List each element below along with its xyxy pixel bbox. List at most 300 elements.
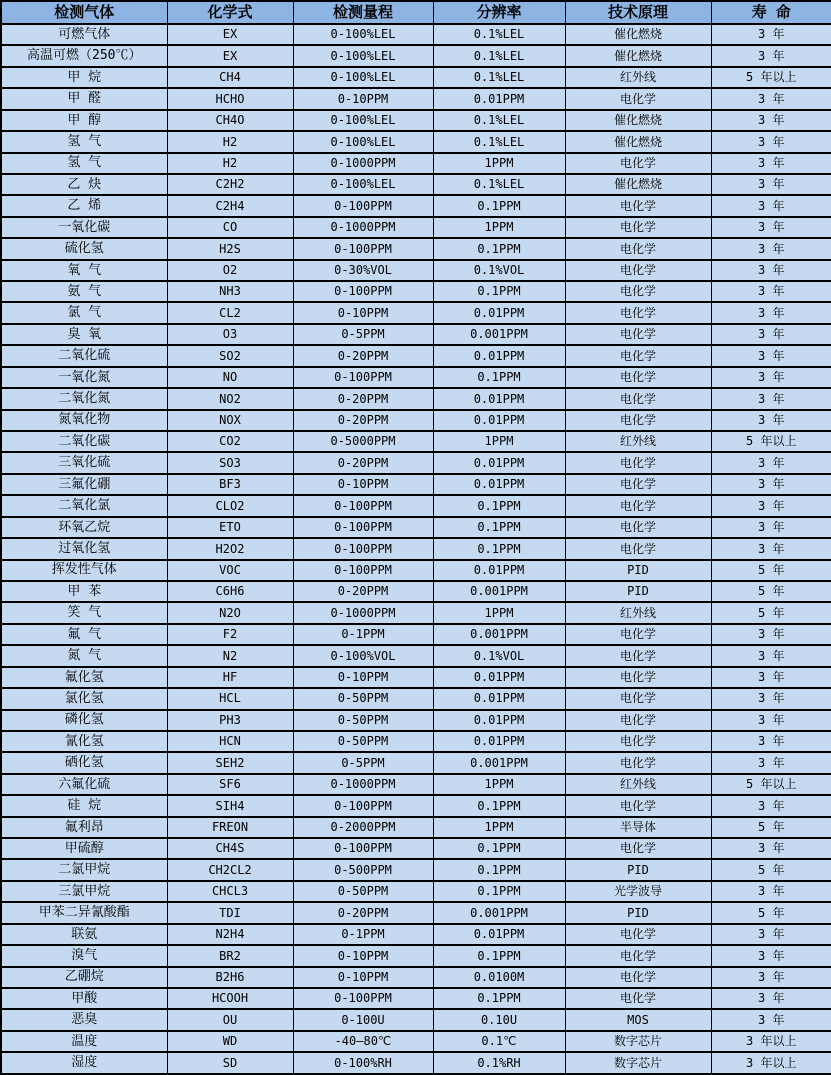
lifespan-cell: 3 年 [711,174,831,195]
gas-name-cell: 二氧化碳 [1,431,167,452]
resolution-cell: 0.1%LEL [433,67,565,88]
resolution-cell: 0.001PPM [433,581,565,602]
detection-range-cell: 0-100%RH [293,1052,433,1074]
chemical-formula-cell: C6H6 [167,581,293,602]
detection-range-cell: 0-1PPM [293,624,433,645]
table-row [1,410,831,431]
chemical-formula-cell: HCHO [167,88,293,109]
resolution-cell: 0.01PPM [433,667,565,688]
lifespan-cell: 3 年 [711,345,831,366]
table-row [1,174,831,195]
gas-name-cell: 三氟化硼 [1,474,167,495]
gas-name-cell: 三氧化硫 [1,452,167,473]
lifespan-cell: 3 年 [711,452,831,473]
technology-principle-cell: 红外线 [565,602,711,623]
resolution-cell: 1PPM [433,602,565,623]
lifespan-cell: 5 年 [711,859,831,880]
chemical-formula-cell: EX [167,24,293,45]
table-row [1,988,831,1009]
resolution-cell: 0.01PPM [433,388,565,409]
technology-principle-cell: 电化学 [565,260,711,281]
column-header-gas-name: 检测气体 [1,1,167,24]
detection-range-cell: 0-100PPM [293,560,433,581]
gas-name-cell: 甲酸 [1,988,167,1009]
table-row [1,902,831,923]
detection-range-cell: 0-1000PPM [293,217,433,238]
technology-principle-cell: 电化学 [565,410,711,431]
gas-name-cell: 一氧化氮 [1,367,167,388]
resolution-cell: 0.1%LEL [433,45,565,66]
detection-range-cell: 0-100%LEL [293,45,433,66]
chemical-formula-cell: C2H2 [167,174,293,195]
technology-principle-cell: 电化学 [565,967,711,988]
chemical-formula-cell: HCN [167,731,293,752]
detection-range-cell: 0-50PPM [293,710,433,731]
chemical-formula-cell: N2 [167,645,293,666]
technology-principle-cell: 数字芯片 [565,1052,711,1074]
gas-name-cell: 六氟化硫 [1,774,167,795]
technology-principle-cell: 红外线 [565,67,711,88]
resolution-cell: 0.01PPM [433,710,565,731]
table-row [1,217,831,238]
gas-name-cell: 氧 气 [1,260,167,281]
technology-principle-cell: 电化学 [565,710,711,731]
technology-principle-cell: 电化学 [565,345,711,366]
resolution-cell: 1PPM [433,217,565,238]
chemical-formula-cell: H2 [167,131,293,152]
lifespan-cell: 3 年以上 [711,1031,831,1052]
chemical-formula-cell: H2O2 [167,538,293,559]
resolution-cell: 0.001PPM [433,752,565,773]
table-row [1,302,831,323]
gas-name-cell: 二氧化硫 [1,345,167,366]
resolution-cell: 0.1%VOL [433,645,565,666]
chemical-formula-cell: CO [167,217,293,238]
detection-range-cell: 0-100PPM [293,517,433,538]
resolution-cell: 0.01PPM [433,560,565,581]
gas-name-cell: 乙 炔 [1,174,167,195]
table-row [1,260,831,281]
lifespan-cell: 3 年 [711,881,831,902]
lifespan-cell: 3 年 [711,238,831,259]
detection-range-cell: 0-100PPM [293,838,433,859]
technology-principle-cell: 电化学 [565,731,711,752]
gas-name-cell: 氮 气 [1,645,167,666]
gas-name-cell: 乙硼烷 [1,967,167,988]
resolution-cell: 0.1%VOL [433,260,565,281]
gas-name-cell: 一氧化碳 [1,217,167,238]
lifespan-cell: 3 年以上 [711,1052,831,1074]
chemical-formula-cell: NOX [167,410,293,431]
detection-range-cell: 0-100%LEL [293,174,433,195]
gas-name-cell: 甲 烷 [1,67,167,88]
detection-range-cell: 0-1000PPM [293,602,433,623]
lifespan-cell: 5 年 [711,602,831,623]
resolution-cell: 0.01PPM [433,345,565,366]
lifespan-cell: 3 年 [711,410,831,431]
technology-principle-cell: 电化学 [565,367,711,388]
resolution-cell: 0.1PPM [433,281,565,302]
detection-range-cell: 0-500PPM [293,859,433,880]
table-head [1,1,831,24]
chemical-formula-cell: SEH2 [167,752,293,773]
lifespan-cell: 3 年 [711,388,831,409]
technology-principle-cell: 电化学 [565,281,711,302]
detection-range-cell: 0-100%LEL [293,24,433,45]
resolution-cell: 0.1%LEL [433,24,565,45]
technology-principle-cell: 电化学 [565,624,711,645]
technology-principle-cell: 催化燃烧 [565,131,711,152]
table-row [1,195,831,216]
gas-name-cell: 氯 气 [1,302,167,323]
resolution-cell: 0.001PPM [433,624,565,645]
gas-name-cell: 氢 气 [1,131,167,152]
technology-principle-cell: 电化学 [565,474,711,495]
chemical-formula-cell: CH4S [167,838,293,859]
gas-name-cell: 臭 氧 [1,324,167,345]
chemical-formula-cell: F2 [167,624,293,645]
chemical-formula-cell: SD [167,1052,293,1074]
technology-principle-cell: 电化学 [565,88,711,109]
table-row [1,131,831,152]
gas-name-cell: 氢 气 [1,153,167,174]
technology-principle-cell: 电化学 [565,388,711,409]
lifespan-cell: 5 年 [711,581,831,602]
chemical-formula-cell: WD [167,1031,293,1052]
gas-name-cell: 氰化氢 [1,731,167,752]
detection-range-cell: 0-100PPM [293,281,433,302]
chemical-formula-cell: HF [167,667,293,688]
resolution-cell: 0.1PPM [433,495,565,516]
gas-name-cell: 温度 [1,1031,167,1052]
detection-range-cell: 0-5PPM [293,752,433,773]
gas-name-cell: 挥发性气体 [1,560,167,581]
chemical-formula-cell: HCL [167,688,293,709]
technology-principle-cell: PID [565,859,711,880]
lifespan-cell: 3 年 [711,838,831,859]
chemical-formula-cell: NO [167,367,293,388]
technology-principle-cell: 电化学 [565,924,711,945]
lifespan-cell: 3 年 [711,731,831,752]
lifespan-cell: 3 年 [711,945,831,966]
detection-range-cell: 0-100PPM [293,795,433,816]
technology-principle-cell: 电化学 [565,517,711,538]
gas-name-cell: 硅 烷 [1,795,167,816]
table-row [1,367,831,388]
lifespan-cell: 3 年 [711,495,831,516]
lifespan-cell: 5 年以上 [711,431,831,452]
detection-range-cell: 0-1000PPM [293,153,433,174]
chemical-formula-cell: FREON [167,817,293,838]
technology-principle-cell: 红外线 [565,431,711,452]
chemical-formula-cell: N2O [167,602,293,623]
chemical-formula-cell: B2H6 [167,967,293,988]
resolution-cell: 0.1℃ [433,1031,565,1052]
table-row [1,924,831,945]
technology-principle-cell: 催化燃烧 [565,174,711,195]
detection-range-cell: 0-20PPM [293,452,433,473]
lifespan-cell: 3 年 [711,474,831,495]
detection-range-cell: 0-20PPM [293,388,433,409]
chemical-formula-cell: SF6 [167,774,293,795]
table-row [1,1052,831,1074]
technology-principle-cell: 电化学 [565,988,711,1009]
lifespan-cell: 3 年 [711,645,831,666]
lifespan-cell: 3 年 [711,367,831,388]
technology-principle-cell: PID [565,581,711,602]
chemical-formula-cell: NH3 [167,281,293,302]
chemical-formula-cell: CH4O [167,110,293,131]
technology-principle-cell: 电化学 [565,538,711,559]
detection-range-cell: 0-100%VOL [293,645,433,666]
table-row [1,560,831,581]
lifespan-cell: 3 年 [711,924,831,945]
table-row [1,710,831,731]
header-row [1,1,831,24]
resolution-cell: 0.1%LEL [433,110,565,131]
detection-range-cell: 0-100PPM [293,988,433,1009]
gas-name-cell: 氨 气 [1,281,167,302]
gas-name-cell: 高温可燃（250℃） [1,45,167,66]
gas-name-cell: 甲 醇 [1,110,167,131]
table-row [1,431,831,452]
lifespan-cell: 3 年 [711,710,831,731]
detection-range-cell: 0-100U [293,1009,433,1030]
detection-range-cell: 0-5PPM [293,324,433,345]
table-row [1,1009,831,1030]
resolution-cell: 0.1PPM [433,517,565,538]
resolution-cell: 0.01PPM [433,410,565,431]
technology-principle-cell: 电化学 [565,452,711,473]
technology-principle-cell: 催化燃烧 [565,24,711,45]
resolution-cell: 0.01PPM [433,688,565,709]
resolution-cell: 0.1PPM [433,881,565,902]
detection-range-cell: 0-10PPM [293,302,433,323]
resolution-cell: 0.1PPM [433,988,565,1009]
gas-name-cell: 恶臭 [1,1009,167,1030]
detection-range-cell: 0-30%VOL [293,260,433,281]
resolution-cell: 0.1%LEL [433,174,565,195]
chemical-formula-cell: CL2 [167,302,293,323]
table-row [1,153,831,174]
gas-name-cell: 可燃气体 [1,24,167,45]
gas-name-cell: 甲 苯 [1,581,167,602]
table-row [1,324,831,345]
column-header-chemical-formula: 化学式 [167,1,293,24]
gas-name-cell: 溴气 [1,945,167,966]
resolution-cell: 0.01PPM [433,302,565,323]
technology-principle-cell: 电化学 [565,195,711,216]
chemical-formula-cell: CH2CL2 [167,859,293,880]
resolution-cell: 0.01PPM [433,924,565,945]
lifespan-cell: 5 年以上 [711,67,831,88]
chemical-formula-cell: C2H4 [167,195,293,216]
detection-range-cell: 0-100PPM [293,195,433,216]
detection-range-cell: 0-10PPM [293,474,433,495]
gas-name-cell: 二氧化氯 [1,495,167,516]
gas-name-cell: 甲 醛 [1,88,167,109]
chemical-formula-cell: OU [167,1009,293,1030]
detection-range-cell: 0-2000PPM [293,817,433,838]
table-row [1,88,831,109]
table-row [1,838,831,859]
chemical-formula-cell: TDI [167,902,293,923]
table-row [1,817,831,838]
table-row [1,645,831,666]
resolution-cell: 0.01PPM [433,452,565,473]
technology-principle-cell: 电化学 [565,945,711,966]
lifespan-cell: 3 年 [711,538,831,559]
technology-principle-cell: 电化学 [565,645,711,666]
detection-range-cell: 0-100%LEL [293,110,433,131]
table-row [1,774,831,795]
lifespan-cell: 3 年 [711,752,831,773]
technology-principle-cell: MOS [565,1009,711,1030]
chemical-formula-cell: HCOOH [167,988,293,1009]
gas-name-cell: 硒化氢 [1,752,167,773]
detection-range-cell: 0-100PPM [293,495,433,516]
technology-principle-cell: 电化学 [565,324,711,345]
resolution-cell: 0.1PPM [433,838,565,859]
gas-name-cell: 氟化氢 [1,667,167,688]
lifespan-cell: 3 年 [711,667,831,688]
table-row [1,624,831,645]
detection-range-cell: 0-1PPM [293,924,433,945]
gas-name-cell: 环氧乙烷 [1,517,167,538]
table-row [1,581,831,602]
resolution-cell: 0.1PPM [433,538,565,559]
technology-principle-cell: 电化学 [565,838,711,859]
table-row [1,881,831,902]
table-row [1,345,831,366]
lifespan-cell: 3 年 [711,24,831,45]
chemical-formula-cell: CO2 [167,431,293,452]
chemical-formula-cell: CH4 [167,67,293,88]
detection-range-cell: 0-100%LEL [293,131,433,152]
resolution-cell: 0.001PPM [433,902,565,923]
table-row [1,967,831,988]
column-header-detection-range: 检测量程 [293,1,433,24]
chemical-formula-cell: H2 [167,153,293,174]
technology-principle-cell: 数字芯片 [565,1031,711,1052]
technology-principle-cell: 电化学 [565,795,711,816]
chemical-formula-cell: EX [167,45,293,66]
lifespan-cell: 3 年 [711,45,831,66]
resolution-cell: 0.1%LEL [433,131,565,152]
lifespan-cell: 5 年 [711,560,831,581]
table-row [1,538,831,559]
chemical-formula-cell: BR2 [167,945,293,966]
detection-range-cell: 0-100%LEL [293,67,433,88]
resolution-cell: 0.1PPM [433,238,565,259]
detection-range-cell: 0-50PPM [293,881,433,902]
detection-range-cell: 0-100PPM [293,238,433,259]
detection-range-cell: 0-1000PPM [293,774,433,795]
lifespan-cell: 5 年 [711,817,831,838]
chemical-formula-cell: VOC [167,560,293,581]
lifespan-cell: 5 年 [711,902,831,923]
resolution-cell: 1PPM [433,431,565,452]
technology-principle-cell: 电化学 [565,217,711,238]
technology-principle-cell: 光学波导 [565,881,711,902]
lifespan-cell: 3 年 [711,795,831,816]
table-row [1,110,831,131]
resolution-cell: 0.1PPM [433,367,565,388]
chemical-formula-cell: SIH4 [167,795,293,816]
lifespan-cell: 3 年 [711,517,831,538]
lifespan-cell: 5 年以上 [711,774,831,795]
gas-name-cell: 氯化氢 [1,688,167,709]
lifespan-cell: 3 年 [711,324,831,345]
lifespan-cell: 3 年 [711,131,831,152]
resolution-cell: 0.0100M [433,967,565,988]
resolution-cell: 1PPM [433,817,565,838]
detection-range-cell: 0-20PPM [293,345,433,366]
resolution-cell: 0.1%RH [433,1052,565,1074]
lifespan-cell: 3 年 [711,988,831,1009]
table-row [1,1031,831,1052]
resolution-cell: 0.01PPM [433,474,565,495]
gas-name-cell: 氟利昂 [1,817,167,838]
resolution-cell: 0.001PPM [433,324,565,345]
resolution-cell: 0.1PPM [433,795,565,816]
table-row [1,281,831,302]
technology-principle-cell: 催化燃烧 [565,110,711,131]
technology-principle-cell: 电化学 [565,153,711,174]
table-body [1,24,831,1074]
chemical-formula-cell: O2 [167,260,293,281]
lifespan-cell: 3 年 [711,688,831,709]
chemical-formula-cell: N2H4 [167,924,293,945]
gas-name-cell: 过氧化氢 [1,538,167,559]
resolution-cell: 0.01PPM [433,731,565,752]
detection-range-cell: 0-10PPM [293,88,433,109]
table-row [1,24,831,45]
gas-name-cell: 乙 烯 [1,195,167,216]
detection-range-cell: 0-20PPM [293,410,433,431]
lifespan-cell: 3 年 [711,110,831,131]
technology-principle-cell: 电化学 [565,238,711,259]
table-row [1,495,831,516]
table-row [1,452,831,473]
gas-name-cell: 二氯甲烷 [1,859,167,880]
technology-principle-cell: 电化学 [565,688,711,709]
resolution-cell: 1PPM [433,153,565,174]
technology-principle-cell: 电化学 [565,495,711,516]
table-row [1,238,831,259]
lifespan-cell: 3 年 [711,260,831,281]
chemical-formula-cell: SO2 [167,345,293,366]
lifespan-cell: 3 年 [711,88,831,109]
detection-range-cell: 0-10PPM [293,945,433,966]
table-row [1,752,831,773]
technology-principle-cell: 电化学 [565,752,711,773]
detection-range-cell: 0-100PPM [293,367,433,388]
resolution-cell: 0.1PPM [433,945,565,966]
lifespan-cell: 3 年 [711,624,831,645]
table-row [1,795,831,816]
detection-range-cell: 0-50PPM [293,688,433,709]
detection-range-cell: 0-20PPM [293,902,433,923]
gas-name-cell: 磷化氢 [1,710,167,731]
chemical-formula-cell: ETO [167,517,293,538]
table-row [1,517,831,538]
chemical-formula-cell: O3 [167,324,293,345]
lifespan-cell: 3 年 [711,281,831,302]
chemical-formula-cell: H2S [167,238,293,259]
detection-range-cell: 0-50PPM [293,731,433,752]
gas-name-cell: 硫化氢 [1,238,167,259]
